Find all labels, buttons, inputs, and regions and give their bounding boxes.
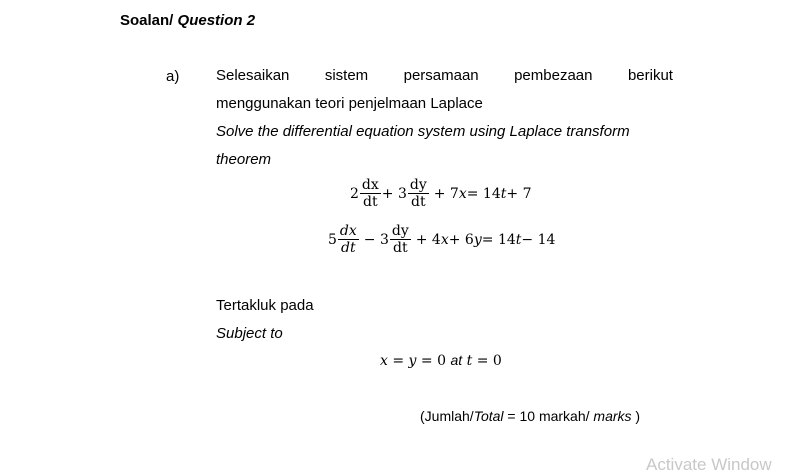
eq1-fraction-dx-dt (360, 178, 381, 209)
eq1-variable-x: x (458, 185, 467, 202)
heading-english: Question 2 (177, 12, 256, 29)
eq2-variable-t: t (515, 231, 522, 248)
instruction-word: pembezaan (514, 67, 593, 84)
subject-to-text (216, 292, 673, 348)
eq2-term: + 6 (448, 231, 474, 248)
total-close: ) (631, 408, 641, 424)
cond-equals-zero-2: = 0 (472, 353, 502, 369)
eq2-frac2-denominator: dt (393, 240, 408, 256)
cond-variable-t: t (466, 353, 473, 369)
eq2-frac2-numerator: dy (391, 223, 409, 239)
instruction-word: Selesaikan (216, 67, 290, 84)
eq2-variable-x: x (440, 231, 449, 248)
cond-variable-y: y (408, 353, 417, 369)
eq2-fraction-dx-dt (338, 224, 359, 255)
eq1-operator: + 3 (381, 185, 407, 202)
equation-1 (350, 178, 531, 209)
total-open: (Jumlah/ (420, 408, 474, 424)
eq2-coefficient: 5 (328, 231, 337, 248)
eq1-term: + 7 (433, 185, 459, 202)
cond-at-word: at (450, 352, 463, 368)
instruction-word: persamaan (403, 67, 479, 84)
eq2-operator: − 3 (363, 231, 389, 248)
eq1-fraction-dy-dt (408, 178, 429, 209)
eq1-coefficient: 2 (350, 185, 359, 202)
eq2-variable-y: y (473, 231, 482, 248)
eq1-frac1-numerator: dx (361, 177, 379, 193)
total-mid: = 10 markah/ (503, 408, 594, 424)
instruction-malay-line-1 (216, 62, 673, 90)
cond-equals-zero: = 0 (416, 353, 451, 369)
eq1-frac2-denominator: dt (411, 194, 426, 210)
eq2-term: − 14 (521, 231, 556, 248)
instruction-word: berikut (627, 67, 673, 84)
instruction-english-line-1: Solve the differential equation system using Laplace transform (216, 123, 630, 140)
total-marks (420, 408, 640, 424)
eq2-fraction-dy-dt (390, 224, 411, 255)
subject-to-malay: Tertakluk pada (216, 297, 314, 314)
eq1-variable-t: t (500, 185, 507, 202)
question-heading (120, 12, 255, 29)
instruction-word: sistem (324, 67, 369, 84)
eq2-frac1-denominator: dt (341, 240, 356, 256)
eq1-term: + 7 (506, 185, 532, 202)
cond-equals: = (387, 353, 409, 369)
eq1-term: = 14 (466, 185, 501, 202)
equation-2 (328, 224, 555, 255)
eq2-term: = 14 (481, 231, 516, 248)
instruction-english-line-2: theorem (216, 151, 272, 168)
marks-english: marks (593, 408, 632, 424)
part-label: a) (166, 68, 180, 85)
cond-variable-x: x (380, 353, 388, 369)
instruction-text (216, 62, 673, 174)
subject-to-english: Subject to (216, 325, 283, 342)
eq1-frac2-numerator: dy (409, 177, 427, 193)
eq2-term: + 4 (415, 231, 441, 248)
activation-watermark: Activate Window (646, 455, 772, 474)
total-english: Total (473, 408, 504, 424)
eq1-frac1-denominator: dt (363, 194, 378, 210)
heading-malay: Soalan/ (120, 12, 174, 29)
instruction-malay-line-2: menggunakan teori penjelmaan Laplace (216, 95, 483, 112)
initial-condition (380, 352, 502, 369)
eq2-frac1-numerator: dx (339, 223, 357, 239)
